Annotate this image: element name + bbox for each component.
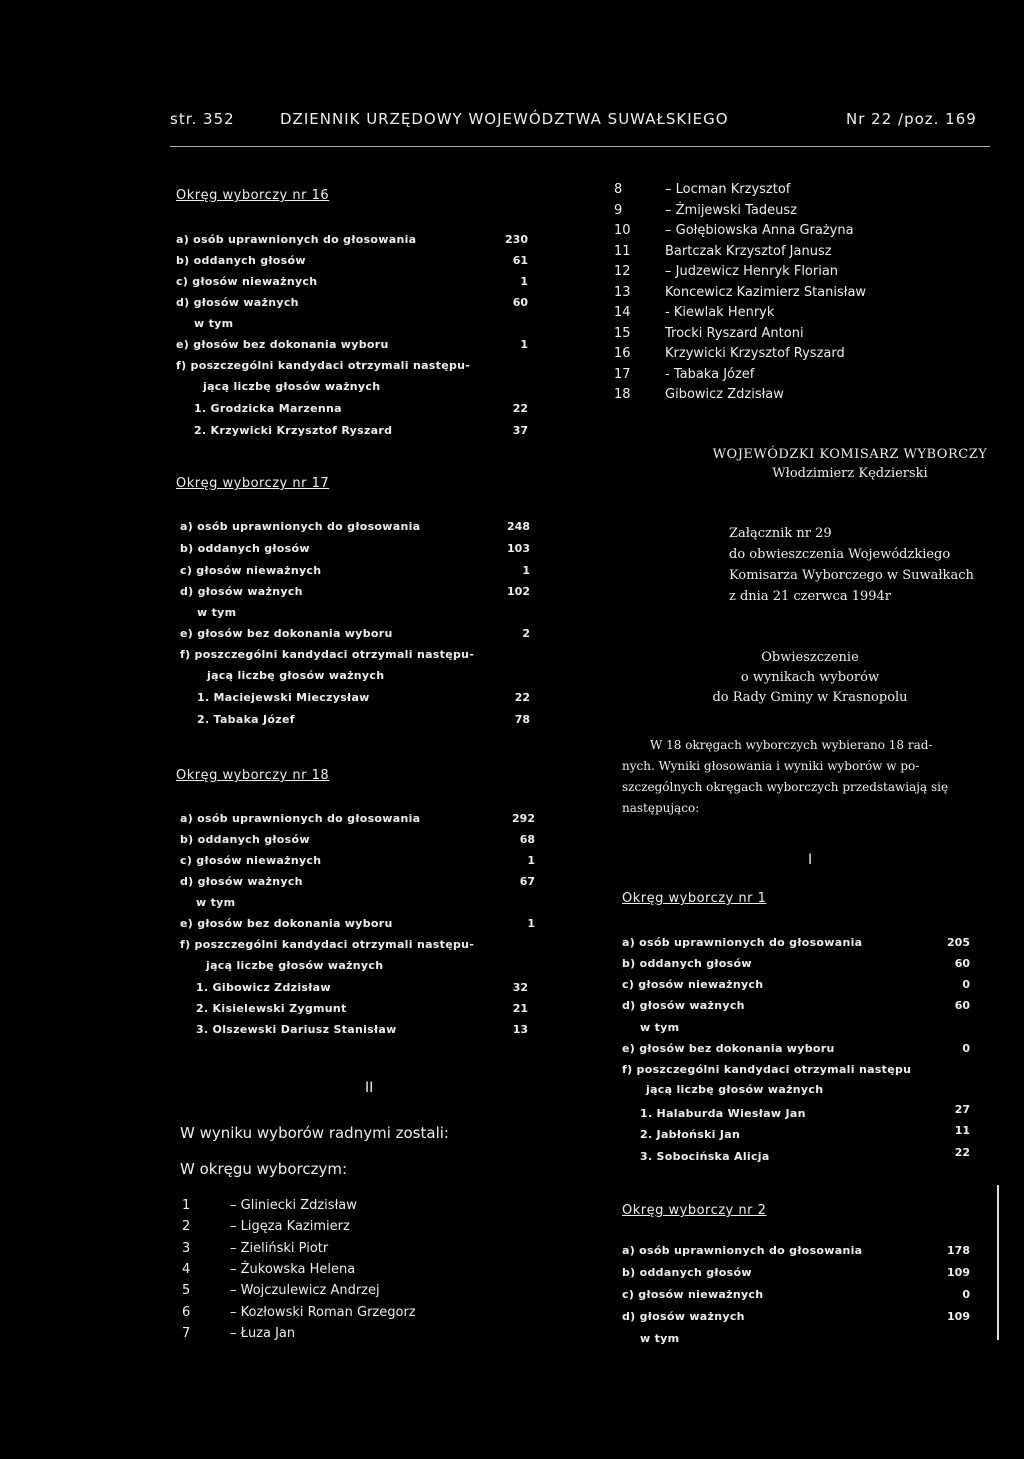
annex-line-1: Załącznik nr 29 bbox=[729, 526, 832, 541]
elected-number: 9 bbox=[614, 202, 623, 218]
okreg-18-candidate-1: 1. Gibowicz Zdzisław bbox=[196, 981, 331, 994]
elected-number: 7 bbox=[182, 1325, 191, 1341]
okreg-17-f2: jącą liczbę głosów ważnych bbox=[207, 669, 385, 682]
section-2-intro: W wyniku wyborów radnymi zostali: bbox=[180, 1124, 449, 1142]
okreg-17-d-value: 102 bbox=[507, 585, 530, 598]
okreg-1-c: c) głosów nieważnych bbox=[622, 978, 764, 991]
commissioner-name: Włodzimierz Kędzierski bbox=[772, 466, 928, 481]
elected-name: – Żukowska Helena bbox=[230, 1261, 356, 1277]
okreg-2-b-value: 109 bbox=[947, 1266, 970, 1279]
okreg-16-a: a) osób uprawnionych do głosowania bbox=[176, 233, 417, 246]
okreg-17-d: d) głosów ważnych bbox=[180, 585, 303, 598]
annex-line-4: z dnia 21 czerwca 1994r bbox=[729, 589, 892, 604]
okreg-2-a-value: 178 bbox=[947, 1244, 970, 1257]
elected-number: 10 bbox=[614, 223, 631, 238]
okreg-18-candidate-3: 3. Olszewski Dariusz Stanisław bbox=[196, 1023, 397, 1036]
okreg-18-candidate-3-votes: 13 bbox=[512, 1023, 528, 1036]
okreg-17-a-value: 248 bbox=[507, 520, 530, 533]
okreg-18-a-value: 292 bbox=[512, 812, 535, 825]
okreg-18-wtym: w tym bbox=[196, 896, 236, 909]
page-number: str. 352 bbox=[170, 110, 235, 128]
announcement-title: Obwieszczenie bbox=[761, 650, 859, 665]
okreg-18-f2: jącą liczbę głosów ważnych bbox=[206, 959, 384, 972]
elected-number: 3 bbox=[182, 1240, 191, 1256]
okreg-18-b-value: 68 bbox=[519, 833, 535, 846]
okreg-2-c: c) głosów nieważnych bbox=[622, 1288, 764, 1301]
okreg-1-a-value: 205 bbox=[947, 936, 970, 949]
elected-number: 13 bbox=[614, 284, 631, 300]
okreg-2-title: Okręg wyborczy nr 2 bbox=[622, 1203, 767, 1218]
issue-number: Nr 22 /poz. 169 bbox=[846, 110, 977, 128]
okreg-17-candidate-2: 2. Tabaka Józef bbox=[197, 713, 295, 726]
elected-name: – Kozłowski Roman Grzegorz bbox=[230, 1304, 416, 1320]
okreg-1-candidate-1-votes: 27 bbox=[954, 1103, 970, 1116]
announcement-council: do Rady Gminy w Krasnopolu bbox=[712, 690, 908, 705]
okreg-1-e-value: 0 bbox=[962, 1042, 970, 1055]
elected-number: 1 bbox=[182, 1198, 191, 1213]
okreg-17-a: a) osób uprawnionych do głosowania bbox=[180, 520, 421, 533]
okreg-18-candidate-1-votes: 32 bbox=[512, 981, 528, 994]
okreg-16-b: b) oddanych głosów bbox=[176, 254, 306, 267]
okreg-1-candidate-3: 3. Sobocińska Alicja bbox=[640, 1150, 770, 1163]
elected-number: 8 bbox=[614, 182, 623, 197]
okreg-17-c: c) głosów nieważnych bbox=[180, 564, 322, 577]
okreg-16-f1: f) poszczególni kandydaci otrzymali następu- bbox=[176, 359, 471, 372]
elected-name: – Zieliński Piotr bbox=[230, 1240, 329, 1256]
elected-number: 16 bbox=[614, 346, 631, 361]
okreg-1-a: a) osób uprawnionych do głosowania bbox=[622, 936, 863, 949]
elected-name: Gibowicz Zdzisław bbox=[665, 387, 784, 402]
okreg-16-candidate-1: 1. Grodzicka Marzenna bbox=[194, 402, 342, 415]
elected-name: – Wojczulewicz Andrzej bbox=[230, 1283, 380, 1299]
elected-number: 18 bbox=[614, 387, 631, 402]
okreg-18-d: d) głosów ważnych bbox=[180, 875, 303, 888]
para-line-3: szczególnych okręgach wyborczych przedstawiają się bbox=[622, 780, 949, 794]
okreg-17-wtym: w tym bbox=[197, 606, 237, 619]
okreg-16-d-value: 60 bbox=[512, 296, 528, 309]
okreg-1-c-value: 0 bbox=[962, 978, 970, 991]
okreg-2-d: d) głosów ważnych bbox=[622, 1310, 745, 1323]
okreg-2-wtym: w tym bbox=[640, 1332, 680, 1345]
para-line-4: następująco: bbox=[622, 801, 700, 815]
elected-name: – Gołębiowska Anna Grażyna bbox=[665, 223, 854, 238]
elected-name: – Judzewicz Henryk Florian bbox=[665, 264, 839, 279]
okreg-18-c: c) głosów nieważnych bbox=[180, 854, 322, 867]
okreg-18-a: a) osób uprawnionych do głosowania bbox=[180, 812, 421, 825]
okreg-16-title: Okręg wyborczy nr 16 bbox=[176, 188, 330, 203]
okreg-16-wtym: w tym bbox=[194, 317, 234, 330]
okreg-17-candidate-1: 1. Maciejewski Mieczysław bbox=[197, 691, 370, 704]
okreg-17-c-value: 1 bbox=[522, 564, 530, 577]
elected-number: 4 bbox=[182, 1261, 191, 1277]
elected-name: – Gliniecki Zdzisław bbox=[230, 1198, 357, 1213]
okreg-1-f2: jącą liczbę głosów ważnych bbox=[646, 1083, 824, 1096]
okreg-17-candidate-1-votes: 22 bbox=[514, 691, 530, 704]
okreg-18-candidate-2: 2. Kisielewski Zygmunt bbox=[196, 1002, 347, 1015]
okreg-1-title: Okręg wyborczy nr 1 bbox=[622, 891, 767, 906]
okreg-16-b-value: 61 bbox=[512, 254, 528, 267]
section-2-okreg: W okręgu wyborczym: bbox=[180, 1160, 347, 1178]
section-2-numeral: II bbox=[365, 1080, 374, 1096]
okreg-16-d: d) głosów ważnych bbox=[176, 296, 299, 309]
okreg-2-d-value: 109 bbox=[947, 1310, 970, 1323]
okreg-1-wtym: w tym bbox=[640, 1021, 680, 1034]
okreg-18-e: e) głosów bez dokonania wyboru bbox=[180, 917, 393, 930]
elected-name: – Łuza Jan bbox=[230, 1325, 296, 1341]
elected-number: 12 bbox=[614, 264, 631, 279]
okreg-16-c: c) głosów nieważnych bbox=[176, 275, 318, 288]
okreg-1-candidate-2: 2. Jabłoński Jan bbox=[640, 1128, 741, 1141]
okreg-2-b: b) oddanych głosów bbox=[622, 1266, 752, 1279]
elected-name: Krzywicki Krzysztof Ryszard bbox=[665, 346, 845, 361]
margin-rule bbox=[997, 1185, 999, 1340]
annex-line-3: Komisarza Wyborczego w Suwałkach bbox=[729, 568, 974, 583]
okreg-18-title: Okręg wyborczy nr 18 bbox=[176, 768, 330, 783]
okreg-18-candidate-2-votes: 21 bbox=[512, 1002, 528, 1015]
okreg-18-b: b) oddanych głosów bbox=[180, 833, 310, 846]
commissioner-role: WOJEWÓDZKI KOMISARZ WYBORCZY bbox=[712, 447, 988, 462]
elected-name: Koncewicz Kazimierz Stanisław bbox=[665, 284, 867, 300]
journal-title: DZIENNIK URZĘDOWY WOJEWÓDZTWA SUWAŁSKIEGO bbox=[280, 110, 729, 128]
okreg-16-candidate-2-votes: 37 bbox=[512, 424, 528, 437]
okreg-1-f1: f) poszczególni kandydaci otrzymali następu bbox=[622, 1063, 912, 1076]
okreg-1-e: e) głosów bez dokonania wyboru bbox=[622, 1042, 835, 1055]
elected-number: 15 bbox=[614, 325, 631, 341]
okreg-18-e-value: 1 bbox=[527, 917, 535, 930]
okreg-18-c-value: 1 bbox=[527, 854, 535, 867]
para-line-1: W 18 okręgach wyborczych wybierano 18 rad- bbox=[650, 738, 933, 752]
okreg-17-e: e) głosów bez dokonania wyboru bbox=[180, 627, 393, 640]
okreg-16-e-value: 1 bbox=[520, 338, 528, 351]
elected-number: 14 bbox=[614, 305, 631, 320]
okreg-16-c-value: 1 bbox=[520, 275, 528, 288]
okreg-17-b: b) oddanych głosów bbox=[180, 542, 310, 555]
elected-number: 6 bbox=[182, 1304, 191, 1320]
okreg-17-title: Okręg wyborczy nr 17 bbox=[176, 476, 330, 491]
section-1-numeral: I bbox=[808, 852, 813, 868]
okreg-17-b-value: 103 bbox=[507, 542, 530, 555]
elected-number: 11 bbox=[614, 243, 631, 259]
okreg-1-d-value: 60 bbox=[954, 999, 970, 1012]
okreg-17-e-value: 2 bbox=[522, 627, 530, 640]
announcement-subtitle: o wynikach wyborów bbox=[740, 670, 880, 685]
okreg-18-d-value: 67 bbox=[519, 875, 535, 888]
elected-name: – Ligęza Kazimierz bbox=[230, 1219, 350, 1235]
okreg-1-candidate-2-votes: 11 bbox=[954, 1124, 970, 1137]
okreg-16-a-value: 230 bbox=[505, 233, 528, 246]
okreg-2-a: a) osób uprawnionych do głosowania bbox=[622, 1244, 863, 1257]
elected-name: – Locman Krzysztof bbox=[665, 182, 791, 197]
okreg-1-candidate-1: 1. Halaburda Wiesław Jan bbox=[640, 1107, 806, 1120]
elected-number: 2 bbox=[182, 1219, 191, 1235]
okreg-1-candidate-3-votes: 22 bbox=[954, 1146, 970, 1159]
annex-line-2: do obwieszczenia Wojewódzkiego bbox=[729, 547, 951, 562]
okreg-2-c-value: 0 bbox=[962, 1288, 970, 1301]
elected-name: - Kiewlak Henryk bbox=[665, 305, 775, 320]
elected-name: – Żmijewski Tadeusz bbox=[665, 202, 797, 218]
header-rule bbox=[170, 146, 990, 147]
para-line-2: nych. Wyniki głosowania i wyniki wyborów w po- bbox=[622, 759, 920, 773]
okreg-16-e: e) głosów bez dokonania wyboru bbox=[176, 338, 389, 351]
elected-name: Bartczak Krzysztof Janusz bbox=[665, 243, 832, 259]
elected-name: - Tabaka Józef bbox=[665, 366, 755, 382]
okreg-1-b-value: 60 bbox=[954, 957, 970, 970]
okreg-16-f2: jącą liczbę głosów ważnych bbox=[203, 380, 381, 393]
elected-number: 17 bbox=[614, 366, 631, 382]
okreg-16-candidate-1-votes: 22 bbox=[512, 402, 528, 415]
elected-name: Trocki Ryszard Antoni bbox=[665, 325, 804, 341]
elected-number: 5 bbox=[182, 1283, 191, 1299]
okreg-18-f1: f) poszczególni kandydaci otrzymali następu- bbox=[180, 938, 475, 951]
okreg-1-d: d) głosów ważnych bbox=[622, 999, 745, 1012]
okreg-17-f1: f) poszczególni kandydaci otrzymali następu- bbox=[180, 648, 475, 661]
okreg-17-candidate-2-votes: 78 bbox=[514, 713, 530, 726]
okreg-1-b: b) oddanych głosów bbox=[622, 957, 752, 970]
okreg-16-candidate-2: 2. Krzywicki Krzysztof Ryszard bbox=[194, 424, 393, 437]
